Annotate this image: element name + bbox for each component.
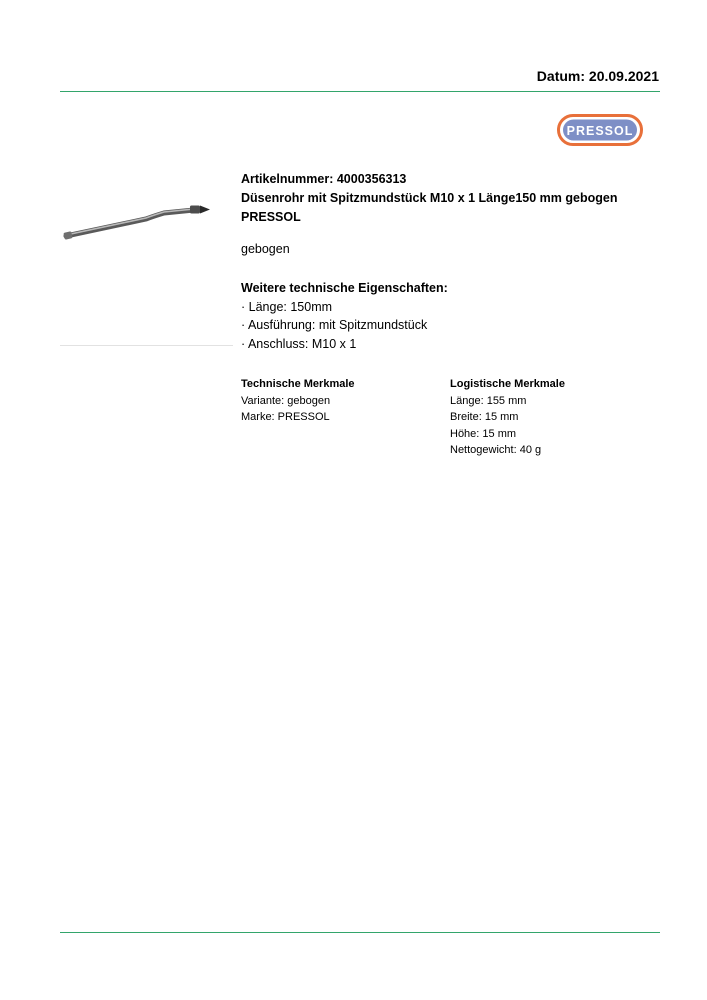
technical-feature-item: Marke: PRESSOL: [241, 411, 330, 424]
document-date: [537, 68, 659, 84]
article-number: Artikelnummer: 4000356313: [241, 172, 407, 186]
technical-properties: [241, 279, 448, 353]
logistic-features: [450, 376, 565, 459]
property-item: · Anschluss: M10 x 1: [241, 336, 357, 351]
logistic-feature-item: Länge: 155 mm: [450, 394, 527, 407]
technical-features-title: Technische Merkmale: [241, 378, 355, 390]
short-description: gebogen: [241, 242, 290, 256]
article-header: [241, 170, 661, 227]
header-divider: [60, 91, 660, 92]
logistic-features-title: Logistische Merkmale: [450, 378, 565, 390]
product-image: [62, 198, 218, 248]
date-label: Datum:: [536, 68, 586, 84]
logistic-feature-item: Nettogewicht: 40 g: [450, 444, 542, 457]
article-name: Düsenrohr mit Spitzmundstück M10 x 1 Länge150 mm gebogen: [241, 191, 618, 205]
technical-features: [241, 376, 355, 426]
pressol-logo: [557, 114, 643, 146]
properties-title: Weitere technische Eigenschaften:: [241, 281, 448, 295]
technical-feature-item: Variante: gebogen: [241, 394, 331, 407]
image-divider: [60, 345, 233, 346]
article-brand: PRESSOL: [241, 210, 301, 224]
property-item: · Ausführung: mit Spitzmundstück: [241, 318, 428, 332]
date-value: 20.09.2021: [588, 68, 659, 84]
property-item: · Länge: 150mm: [241, 299, 333, 314]
logistic-feature-item: Breite: 15 mm: [450, 411, 519, 424]
logo-text: PRESSOL: [566, 124, 634, 138]
footer-divider: [60, 932, 660, 933]
logistic-feature-item: Höhe: 15 mm: [450, 427, 517, 440]
